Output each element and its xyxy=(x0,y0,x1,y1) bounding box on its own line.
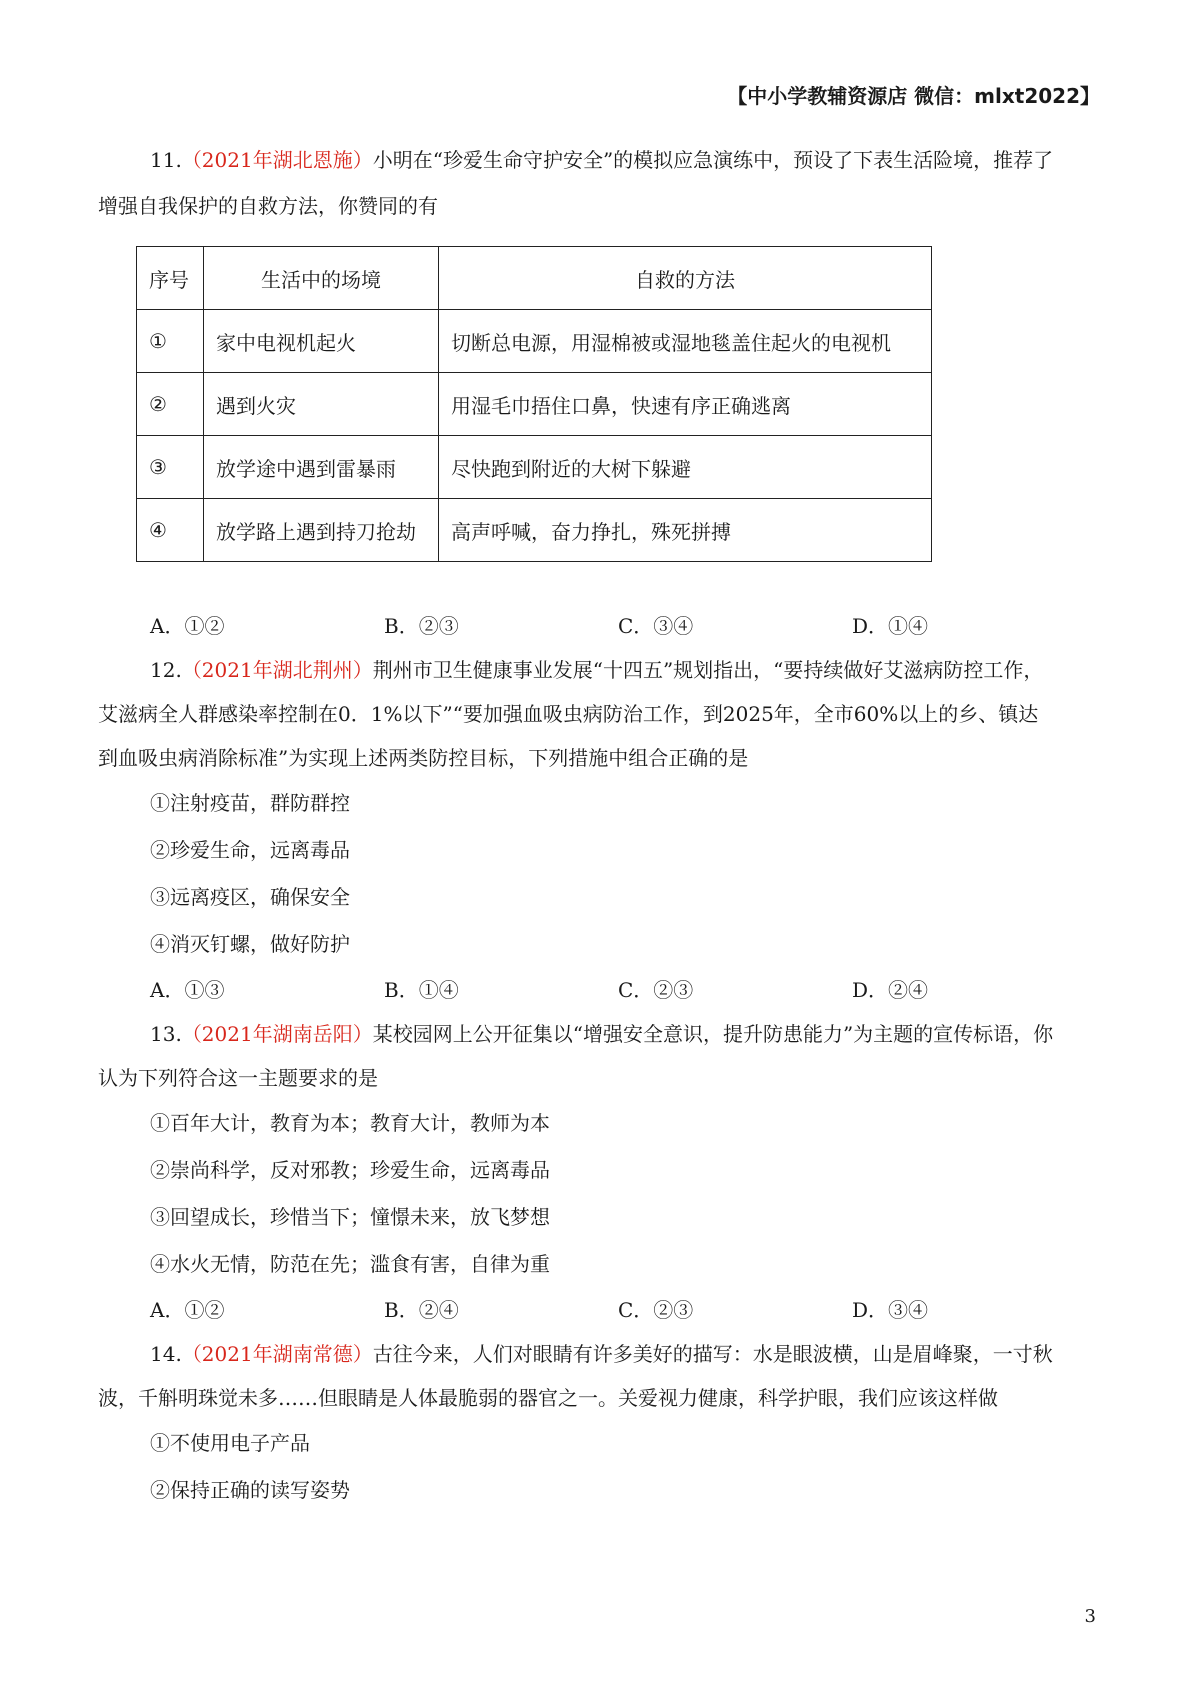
question-stem: 荆州市卫生健康事业发展“十四五”规划指出，“要持续做好艾滋病防控工作， xyxy=(372,658,1044,682)
question-number: 12. xyxy=(150,658,182,682)
table-row xyxy=(137,436,932,499)
table-cell: 高声呼喊，奋力挣扎，殊死拼搏 xyxy=(439,499,932,562)
question-stem: 古往今来，人们对眼睛有许多美好的描写：水是眼波横，山是眉峰聚，一寸秋 xyxy=(372,1342,1053,1366)
table-row xyxy=(137,373,932,436)
question-source: （2021年湖北恩施） xyxy=(181,148,373,172)
table-row xyxy=(137,499,932,562)
list-item: ④水火无情，防范在先；滥食有害，自律为重 xyxy=(150,1252,550,1276)
table-cell: 尽快跑到附近的大树下躲避 xyxy=(439,436,932,499)
option-b[interactable]: B．①④ xyxy=(384,978,459,1002)
question-stem: 小明在“珍爱生命守护安全”的模拟应急演练中，预设了下表生活险境，推荐了 xyxy=(372,148,1054,172)
table-header-cell: 生活中的场境 xyxy=(204,247,439,310)
option-b[interactable]: B．②④ xyxy=(384,1298,459,1322)
question-source: （2021年湖南常德） xyxy=(181,1342,373,1366)
option-d[interactable]: D．③④ xyxy=(852,1298,929,1322)
page-number: 3 xyxy=(1084,1606,1096,1627)
question-source: （2021年湖北荆州） xyxy=(181,658,373,682)
option-a[interactable]: A．①③ xyxy=(150,978,225,1002)
answer-options xyxy=(150,604,1086,648)
question-number: 14. xyxy=(150,1342,182,1366)
list-item: ③回望成长，珍惜当下；憧憬未来，放飞梦想 xyxy=(150,1205,550,1229)
question-stem-continued: 波，千斛明珠觉未多……但眼睛是人体最脆弱的器官之一。关爱视力健康，科学护眼，我们应该这样做 xyxy=(98,1386,998,1410)
option-c[interactable]: C．②③ xyxy=(618,1298,694,1322)
option-d[interactable]: D．②④ xyxy=(852,978,929,1002)
table-row xyxy=(137,310,932,373)
scenario-table xyxy=(136,246,932,562)
question-stem-continued: 到血吸虫病消除标准”为实现上述两类防控目标，下列措施中组合正确的是 xyxy=(98,746,749,770)
table-cell: ② xyxy=(137,373,204,436)
question-11 xyxy=(98,140,1086,648)
question-14 xyxy=(98,1332,1086,1514)
list-item: ①注射疫苗，群防群控 xyxy=(150,791,350,815)
option-b[interactable]: B．②③ xyxy=(384,614,459,638)
table-header-cell: 序号 xyxy=(137,247,204,310)
option-c[interactable]: C．②③ xyxy=(618,978,694,1002)
table-cell: 放学路上遇到持刀抢劫 xyxy=(204,499,439,562)
option-a[interactable]: A．①② xyxy=(150,614,225,638)
list-item: ①百年大计，教育为本；教育大计，教师为本 xyxy=(150,1111,550,1135)
question-13 xyxy=(98,1012,1086,1332)
table-header-row xyxy=(137,247,932,310)
table-cell: 家中电视机起火 xyxy=(204,310,439,373)
option-a[interactable]: A．①② xyxy=(150,1298,225,1322)
option-d[interactable]: D．①④ xyxy=(852,614,929,638)
question-number: 11. xyxy=(150,148,182,172)
question-number: 13. xyxy=(150,1022,182,1046)
table-cell: 切断总电源，用湿棉被或湿地毯盖住起火的电视机 xyxy=(439,310,932,373)
question-stem-continued: 艾滋病全人群感染率控制在0．1%以下”“要加强血吸虫病防治工作，到2025年，全市60%以上的乡、镇达 xyxy=(98,702,1039,726)
list-item: ②保持正确的读写姿势 xyxy=(150,1478,350,1502)
table-cell: ④ xyxy=(137,499,204,562)
question-12 xyxy=(98,648,1086,1012)
question-stem-continued: 认为下列符合这一主题要求的是 xyxy=(98,1066,378,1090)
table-cell: ① xyxy=(137,310,204,373)
list-item: ②珍爱生命，远离毒品 xyxy=(150,838,350,862)
page-header: 【中小学教辅资源店 微信：mlxt2022】 xyxy=(727,84,1100,108)
list-item: ④消灭钉螺，做好防护 xyxy=(150,932,350,956)
document-body xyxy=(98,140,1086,1514)
list-item: ③远离疫区，确保安全 xyxy=(150,885,350,909)
list-item: ②崇尚科学，反对邪教；珍爱生命，远离毒品 xyxy=(150,1158,550,1182)
table-header-cell: 自救的方法 xyxy=(439,247,932,310)
table-cell: 遇到火灾 xyxy=(204,373,439,436)
question-source: （2021年湖南岳阳） xyxy=(181,1022,373,1046)
option-c[interactable]: C．③④ xyxy=(618,614,694,638)
list-item: ①不使用电子产品 xyxy=(150,1431,310,1455)
question-stem-continued: 增强自我保护的自救方法，你赞同的有 xyxy=(98,194,438,218)
question-stem: 某校园网上公开征集以“增强安全意识，提升防患能力”为主题的宣传标语，你 xyxy=(372,1022,1054,1046)
table-cell: 用湿毛巾捂住口鼻，快速有序正确逃离 xyxy=(439,373,932,436)
table-cell: ③ xyxy=(137,436,204,499)
answer-options xyxy=(150,1288,1086,1332)
answer-options xyxy=(150,968,1086,1012)
table-cell: 放学途中遇到雷暴雨 xyxy=(204,436,439,499)
